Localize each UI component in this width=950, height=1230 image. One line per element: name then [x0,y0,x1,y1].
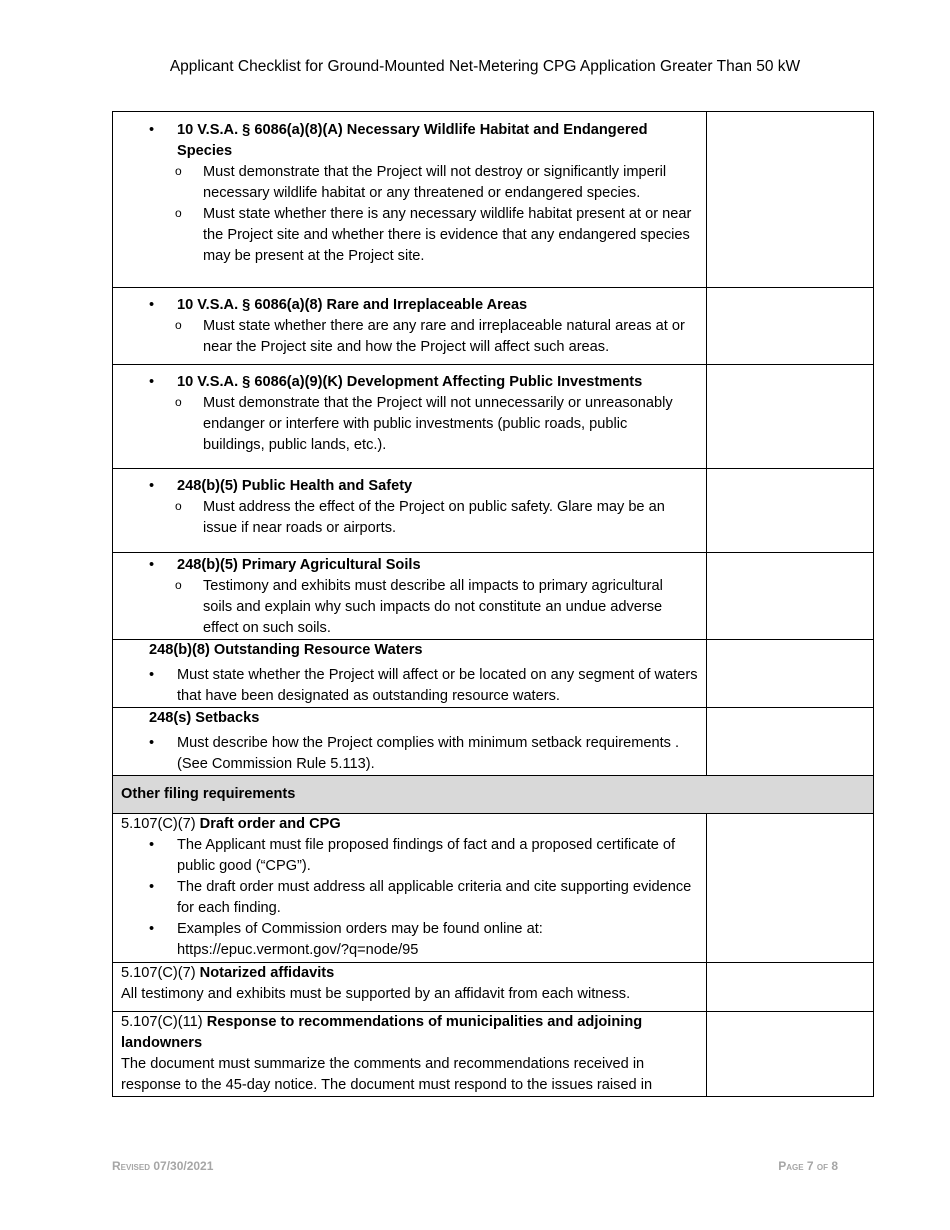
requirement-item: o Must state whether there are any rare and irreplaceable natural areas at or near the Project site and how the Project will affect such areas. [113,316,706,358]
requirement-item: • The draft order must address all applicable criteria and cite supporting evidence for each finding. [113,877,706,919]
table-row [113,553,874,640]
requirement-text: All testimony and exhibits must be supported by an affidavit from each witness. [121,986,631,1002]
requirement-item: • Must state whether the Project will affect or be located on any segment of waters that have been designated as outstanding resource waters. [113,665,706,707]
checkbox-cell[interactable] [707,1012,874,1097]
requirement-text: The document must summarize the comments and recommendations received in response to the 45-day notice. The document must respond to the issues raised in [121,1056,653,1093]
checklist-table [112,111,874,1097]
table-row [113,288,874,365]
criterion-title: • 248(b)(5) Primary Agricultural Soils [113,555,706,576]
page-number: Page 7 of 8 [778,1159,838,1173]
section-header-row [113,776,874,814]
requirement-item: o Must demonstrate that the Project will not destroy or significantly imperil necessary wildlife habitat or any threatened or endangered species. [113,162,706,204]
criterion-title: 248(s) Setbacks [149,710,260,726]
criterion-title: • 10 V.S.A. § 6086(a)(8)(A) Necessary Wildlife Habitat and Endangered Species [113,120,706,162]
checkbox-cell[interactable] [707,469,874,553]
table-row [113,365,874,469]
requirement-item: • Must describe how the Project complies with minimum setback requirements . (See Commission Rule 5.113). [113,733,706,775]
criterion-title: • 10 V.S.A. § 6086(a)(8) Rare and Irreplaceable Areas [113,295,706,316]
criterion-title: • 10 V.S.A. § 6086(a)(9)(K) Development Affecting Public Investments [113,372,706,393]
table-row [113,963,874,1012]
criterion-title: 248(b)(8) Outstanding Resource Waters [149,642,423,658]
requirement-item: • The Applicant must file proposed findings of fact and a proposed certificate of public good (“CPG”). [113,835,706,877]
requirement-item: o Must state whether there is any necessary wildlife habitat present at or near the Project site and whether there is evidence that any endangered species may be present at the Project site. [113,204,706,267]
revised-date: Revised 07/30/2021 [112,1159,214,1173]
checkbox-cell[interactable] [707,365,874,469]
table-row [113,640,874,708]
table-row [113,1012,874,1097]
table-row [113,469,874,553]
table-row [113,708,874,776]
requirement-item: o Must address the effect of the Project on public safety. Glare may be an issue if near roads or airports. [113,497,706,539]
requirement-item: • Examples of Commission orders may be found online at: https://epuc.vermont.gov/?q=node/95 [113,919,706,961]
page-header-title: Applicant Checklist for Ground-Mounted Net-Metering CPG Application Greater Than 50 kW [169,58,801,75]
checkbox-cell[interactable] [707,640,874,708]
requirement-title: 5.107(C)(7) Notarized affidavits [121,965,335,981]
criterion-title: • 248(b)(5) Public Health and Safety [113,476,706,497]
table-row [113,112,874,288]
requirement-item: o Testimony and exhibits must describe all impacts to primary agricultural soils and explain why such impacts do not constitute an undue adverse effect on such soils. [113,576,706,639]
checkbox-cell[interactable] [707,553,874,640]
checkbox-cell[interactable] [707,814,874,963]
requirement-item: o Must demonstrate that the Project will not unnecessarily or unreasonably endanger or interfere with public investments (public roads, public buildings, public lands, etc.). [113,393,706,456]
requirement-title: 5.107(C)(11) Response to recommendations of municipalities and adjoining landowners [121,1014,643,1051]
table-row [113,814,874,963]
checkbox-cell[interactable] [707,112,874,288]
checkbox-cell[interactable] [707,708,874,776]
checkbox-cell[interactable] [707,963,874,1012]
requirement-title: 5.107(C)(7) Draft order and CPG [121,816,341,832]
checkbox-cell[interactable] [707,288,874,365]
section-title: Other filing requirements [121,786,296,802]
